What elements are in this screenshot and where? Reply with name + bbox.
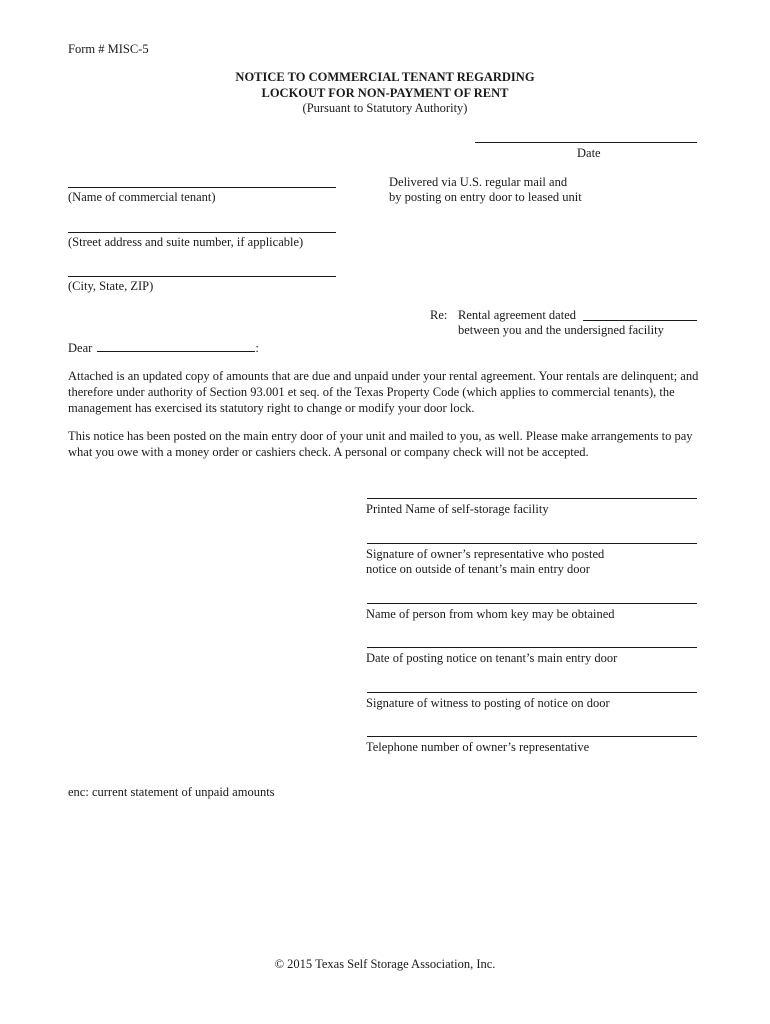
posting-date-label: Date of posting notice on tenant’s main entry door	[366, 651, 618, 665]
key-holder-field-line[interactable]	[367, 603, 697, 604]
tenant-name-label: (Name of commercial tenant)	[68, 190, 216, 204]
re-facility-text: between you and the undersigned facility	[458, 323, 664, 337]
city-field-line[interactable]	[68, 276, 336, 277]
street-label: (Street address and suite number, if applicable)	[68, 235, 304, 249]
form-title-line1: NOTICE TO COMMERCIAL TENANT REGARDING	[235, 70, 535, 84]
owner-signature-label-line1: Signature of owner’s representative who posted	[366, 547, 605, 561]
form-subtitle: (Pursuant to Statutory Authority)	[302, 101, 468, 115]
city-label: (City, State, ZIP)	[68, 279, 154, 293]
owner-signature-label-line2: notice on outside of tenant’s main entry door	[366, 562, 590, 576]
owner-phone-label: Telephone number of owner’s representative	[366, 740, 590, 754]
owner-signature-field-line[interactable]	[367, 543, 697, 544]
re-agreement-text: Rental agreement dated	[458, 308, 576, 322]
key-holder-label: Name of person from whom key may be obtained	[366, 607, 615, 621]
notice-paragraph-2: This notice has been posted on the main entry door of your unit and mailed to you, as well. Please make arrangements to pay what you owe with a money order or cashiers check. A personal or company check will not be accepted.	[68, 429, 693, 459]
form-number: Form # MISC-5	[68, 42, 149, 56]
delivery-note-line1: Delivered via U.S. regular mail and	[389, 175, 568, 189]
copyright-notice: © 2015 Texas Self Storage Association, Inc.	[274, 957, 496, 971]
owner-phone-field-line[interactable]	[367, 736, 697, 737]
agreement-date-field-line[interactable]	[583, 320, 697, 321]
posting-date-field-line[interactable]	[367, 647, 697, 648]
tenant-name-field-line[interactable]	[68, 187, 336, 188]
delivery-note-line2: by posting on entry door to leased unit	[389, 190, 582, 204]
form-title-line2: LOCKOUT FOR NON-PAYMENT OF RENT	[261, 86, 509, 100]
salutation	[68, 339, 259, 356]
dear-prefix: Dear	[68, 341, 93, 355]
witness-signature-field-line[interactable]	[367, 692, 697, 693]
street-field-line[interactable]	[68, 232, 336, 233]
dear-suffix: :	[255, 341, 259, 355]
addressee-field-line[interactable]	[97, 339, 255, 352]
re-prefix: Re:	[430, 308, 448, 322]
date-label: Date	[577, 146, 601, 160]
witness-signature-label: Signature of witness to posting of notice on door	[366, 696, 610, 710]
facility-name-label: Printed Name of self-storage facility	[366, 502, 549, 516]
notice-paragraph-1: Attached is an updated copy of amounts that are due and unpaid under your rental agreement. Your rentals are delinquent; and therefore under authority of Section 93.001 et seq. of the Texas Property Code (which applies to commercial tenants), the management has exercised its statutory right to change or modify your door lock.	[68, 369, 699, 415]
facility-name-field-line[interactable]	[367, 498, 697, 499]
date-field-line[interactable]	[475, 142, 697, 143]
enclosure-note: enc: current statement of unpaid amounts	[68, 785, 275, 799]
